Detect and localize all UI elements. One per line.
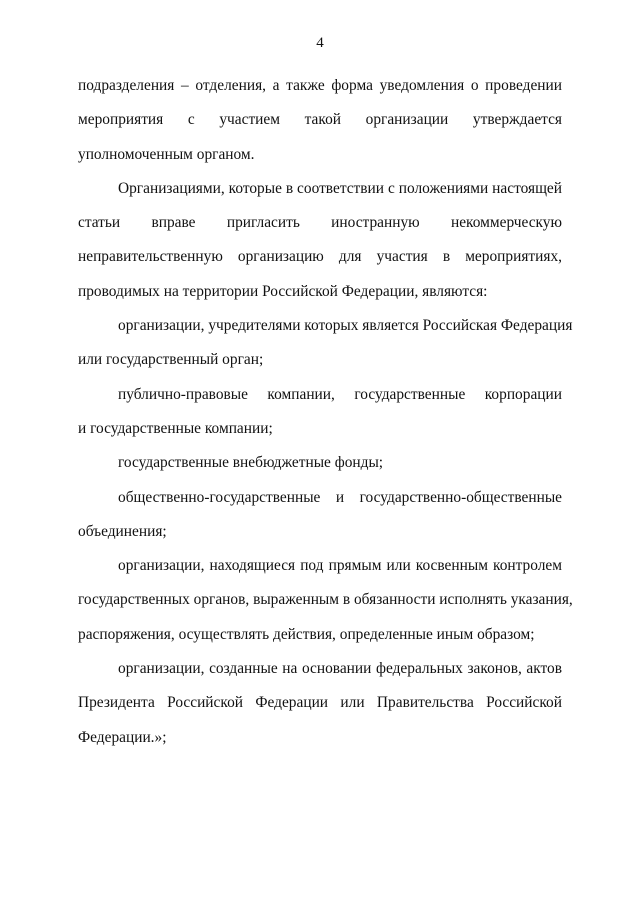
paragraph-line: распоряжения, осуществлять действия, определенные иным образом; [78,625,535,643]
paragraph-line: организации, находящиеся под прямым или косвенным контролем [118,557,562,575]
document-body [78,74,573,760]
paragraph-line: общественно-государственные и государственно-общественные [118,488,562,506]
paragraph-line: Организациями, которые в соответствии с положениями настоящей [118,179,562,197]
paragraph-line: неправительственную организацию для участия в мероприятиях, [78,248,562,266]
paragraph [78,314,573,383]
paragraph-line: подразделения – отделения, а также форма уведомления о проведении [78,77,562,94]
paragraph [78,657,562,760]
paragraph-line: публично-правовые компании, государственные корпорации [118,385,562,403]
paragraph-line: или государственный орган; [78,351,264,369]
paragraph [78,383,562,452]
paragraph [78,451,562,485]
paragraph-line: Федерации.»; [78,728,167,746]
paragraph-line: проводимых на территории Российской Федерации, являются: [78,282,488,300]
paragraph-line: государственных органов, выраженным в обязанности исполнять указания, [78,591,573,609]
page-number: 4 [316,35,324,51]
paragraph [78,486,562,555]
paragraph-line: и государственные компании; [78,419,273,437]
paragraph-line: уполномоченным органом. [78,145,255,163]
paragraph-line: статьи вправе пригласить иностранную некоммерческую [78,214,562,232]
paragraph-line: Президента Российской Федерации или Правительства Российской [78,694,562,712]
paragraph-line: мероприятия с участием такой организации утверждается [78,111,562,129]
paragraph [78,177,562,314]
paragraph-line: организации, учредителями которых является Российская Федерация [118,317,573,335]
paragraph [78,74,562,177]
paragraph-line: государственные внебюджетные фонды; [118,454,384,472]
paragraph-line: организации, созданные на основании федеральных законов, актов [118,660,562,678]
paragraph [78,554,573,657]
paragraph-line: объединения; [78,522,167,540]
